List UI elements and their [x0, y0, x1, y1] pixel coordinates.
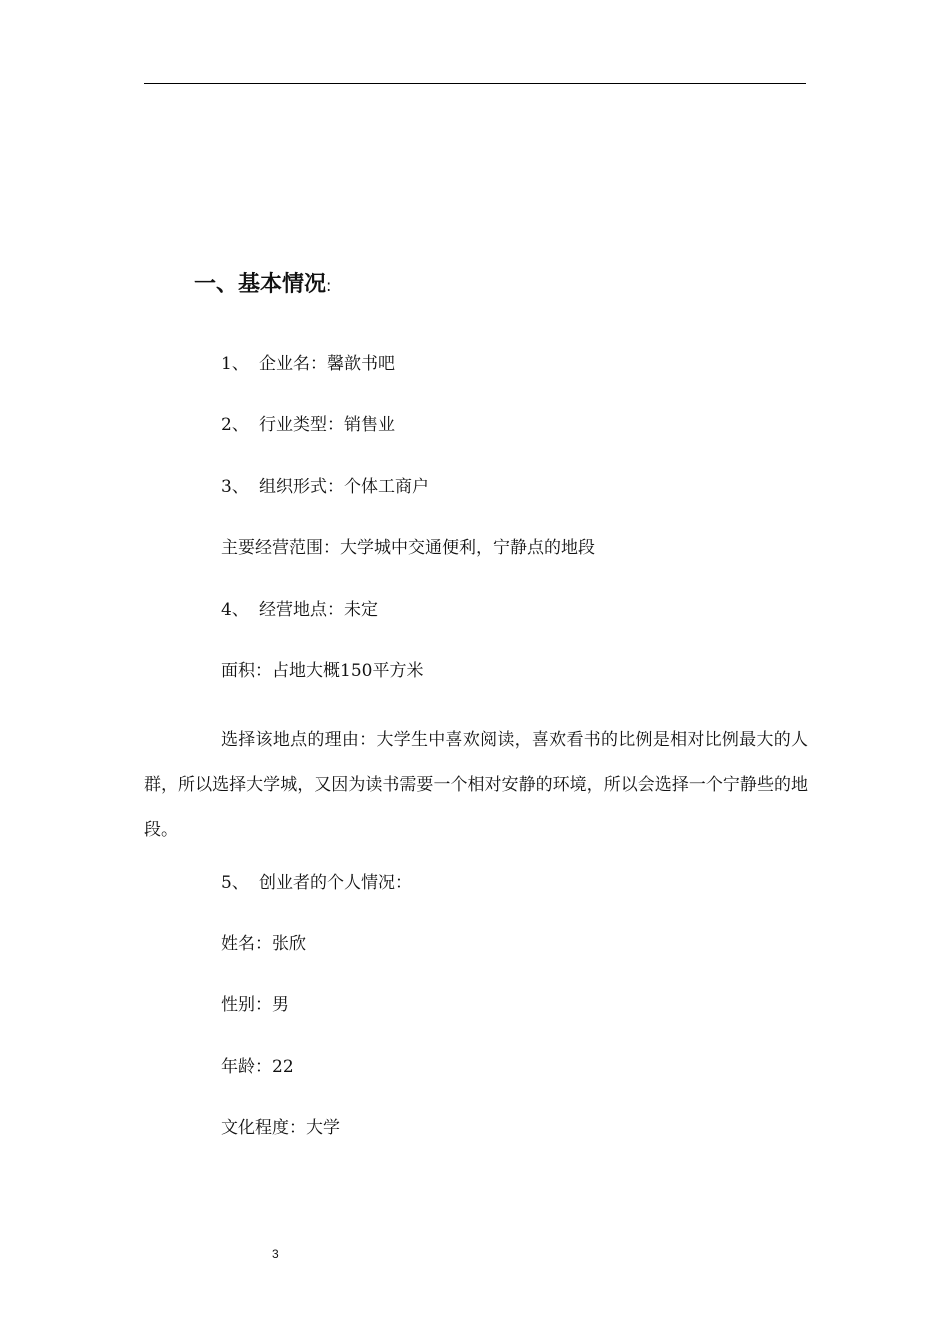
- item-text: 主要经营范围：大学城中交通便利，宁静点的地段: [221, 538, 595, 558]
- item-org-form: [221, 475, 429, 499]
- item-age: [221, 1055, 294, 1079]
- section-heading: [194, 270, 331, 301]
- item-number: 5、: [221, 873, 249, 893]
- item-education: [221, 1116, 340, 1140]
- item-text: 文化程度：大学: [221, 1118, 340, 1138]
- reason-paragraph: 选择该地点的理由：大学生中喜欢阅读，喜欢看书的比例是相对比例最大的人群，所以选择大学城，又因为读书需要一个相对安静的环境，所以会选择一个宁静些的地段。: [144, 730, 808, 840]
- item-enterprise-name: [221, 352, 395, 376]
- item-number: 1、: [221, 354, 249, 374]
- item-name: [221, 932, 306, 956]
- item-scope: [221, 536, 595, 560]
- item-text: 面积：占地大概150平方米: [221, 661, 424, 681]
- item-text: 创业者的个人情况：: [259, 873, 412, 893]
- page-number: 3: [272, 1247, 279, 1261]
- item-number: 3、: [221, 477, 249, 497]
- header-rule: [144, 83, 806, 84]
- item-number: 2、: [221, 415, 249, 435]
- item-text: 性别：男: [221, 995, 289, 1015]
- item-area: [221, 659, 423, 683]
- item-gender: [221, 993, 289, 1017]
- item-text: 行业类型：销售业: [259, 415, 395, 435]
- item-text: 经营地点：未定: [259, 600, 378, 620]
- item-text: 企业名：馨歆书吧: [259, 354, 395, 374]
- item-text: 年龄：22: [221, 1057, 294, 1077]
- section-heading-colon: :: [326, 276, 332, 295]
- item-founder: [221, 871, 412, 895]
- item-text: 组织形式：个体工商户: [259, 477, 429, 497]
- item-location: [221, 598, 378, 622]
- item-number: 4、: [221, 600, 249, 620]
- section-heading-text: 一、基本情况: [194, 272, 327, 297]
- item-text: 姓名：张欣: [221, 934, 306, 954]
- item-industry-type: [221, 413, 395, 437]
